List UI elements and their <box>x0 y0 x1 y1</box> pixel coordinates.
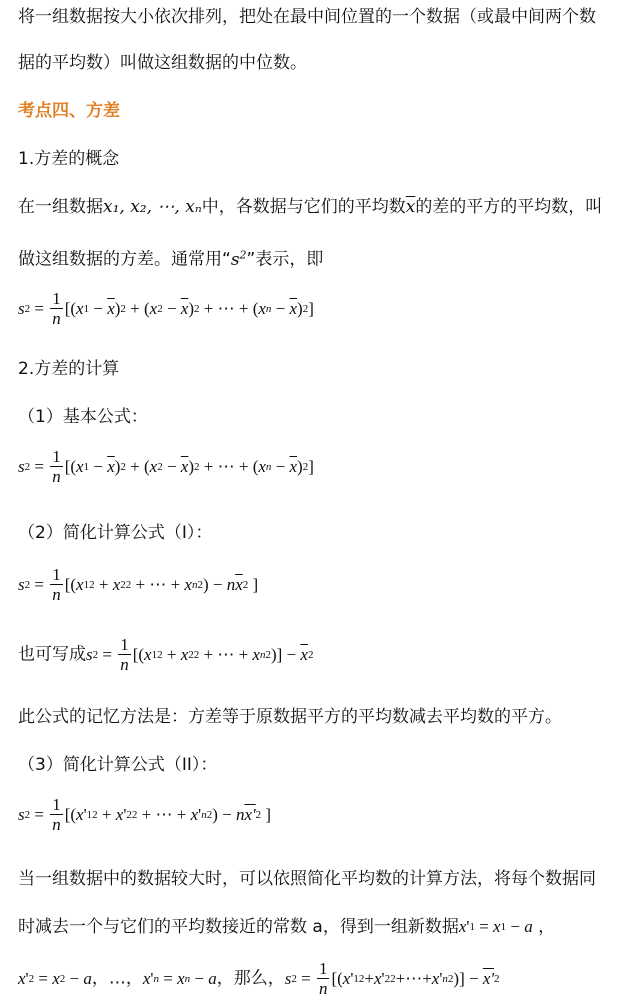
variance-formula-4: s 2 = $\frac{1}{n}$ [( x ' 1 2 + x ' 2 2 + ⋯ + x ' n 2 ) − n x' 2 ] <box>18 795 272 834</box>
variance-formula-alt: 也可写成 s 2 = $\frac{1}{n}$ [( x 1 2 + x 2 2 + ⋯ + x n 2 )] − $\overline{x}$ 2 <box>18 635 314 674</box>
data-variables: x₁, x₂, ⋯, xₙ <box>103 197 202 217</box>
variance-formula-3: s 2 = $\frac{1}{n}$ [( x 1 2 + x 2 2 + ⋯ + x n 2 ) − n $\overline{x}$ 2 ] <box>18 565 259 604</box>
calc-title: 2.方差的计算 <box>18 359 120 379</box>
paragraph-large-data-line3: x ' 2 = x 2 − a ，…， x ' n = x n − a ，那么， s 2 = $\frac{1}{n}$ [( x ' 1 2 + x ' 2 2 +⋯+ x ' n 2 )] − x' 2 <box>18 959 500 998</box>
paragraph-median-line2: 据的平均数）叫做这组数据的中位数。 <box>18 53 307 73</box>
section-title: 考点四、方差 <box>18 101 120 121</box>
basic-formula-label: （1）基本公式： <box>18 407 148 427</box>
mean-symbol: $\overline{x}$ <box>405 197 416 217</box>
variance-formula-1: s 2 = $\frac{1}{n}$ [( x 1 − $\overline{x}$ ) 2 + ( x 2 − $\overline{x}$ ) 2 + ⋯ + ( x n − $\overline{x}$ ) 2 ] <box>18 289 314 328</box>
simple-formula-2-label: （3）简化计算公式（II）： <box>18 755 218 775</box>
concept-title: 1.方差的概念 <box>18 149 120 169</box>
paragraph-large-data-line1: 当一组数据中的数据较大时，可以依照简化平均数的计算方法，将每个数据同 <box>18 869 596 889</box>
variance-formula-2: s 2 = $\frac{1}{n}$ [( x 1 − $\overline{x}$ ) 2 + ( x 2 − $\overline{x}$ ) 2 + ⋯ + ( x n − $\overline{x}$ ) 2 ] <box>18 447 314 486</box>
memory-tip: 此公式的记忆方法是：方差等于原数据平方的平均数减去平均数的平方。 <box>18 707 562 727</box>
simple-formula-1-label: （2）简化计算公式（I）： <box>18 523 213 543</box>
paragraph-median-line1: 将一组数据按大小依次排列，把处在最中间位置的一个数据（或最中间两个数 <box>18 7 596 27</box>
concept-line2: 做这组数据的方差。通常用“$s^2$”表示，即 <box>18 248 324 270</box>
paragraph-large-data-line2: 时减去一个与它们的平均数接近的常数 a，得到一组新数据 x ' 1 = x 1 − a ， <box>18 917 556 937</box>
concept-line1: 在一组数据x₁, x₂, ⋯, xₙ中，各数据与它们的平均数$\overline{x}$的差的平方的平均数，叫 <box>18 197 603 217</box>
